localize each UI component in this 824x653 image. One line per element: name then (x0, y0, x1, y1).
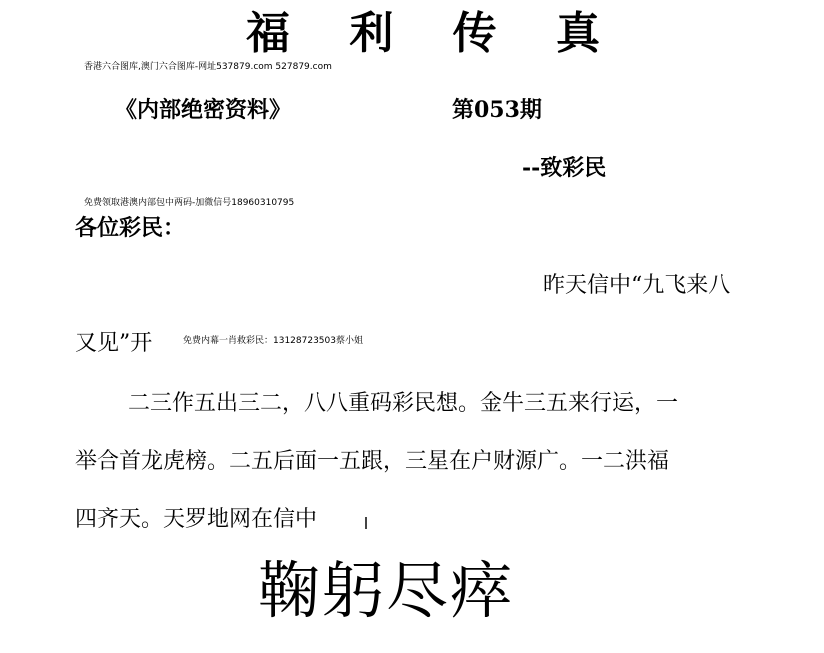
promo-inline-line: 免费内幕一肖救彩民：13128723503蔡小姐 (183, 336, 363, 346)
letter-line-5: 四齐天。天罗地网在信中 (75, 507, 318, 532)
riddle-phrase: 鞠躬尽瘁 (258, 554, 515, 627)
page-title: 福 利 传 真 (246, 8, 622, 59)
text-cursor-mark (365, 517, 367, 529)
site-url-line: 香港六合图库,澳门六合图库-网址537879.com 527879.com (84, 62, 332, 72)
letter-line-3: 二三作五出三二，八八重码彩民想。金牛三五来行运，一 (128, 391, 679, 416)
promo-wechat-line: 免费领取港澳内部包中两码-加微信号18960310795 (84, 198, 295, 208)
document-name: 《内部绝密资料》 (115, 97, 292, 123)
letter-line-2: 又见”开 (75, 331, 153, 356)
greeting: 各位彩民： (75, 215, 186, 241)
letter-line-4: 举合首龙虎榜。二五后面一五跟，三星在户财源广。一二洪福 (75, 449, 670, 474)
signature: --致彩民 (522, 155, 607, 181)
letter-line-1: 昨天信中“九飞来八 (543, 273, 731, 298)
issue-number: 第053期 (452, 97, 542, 123)
